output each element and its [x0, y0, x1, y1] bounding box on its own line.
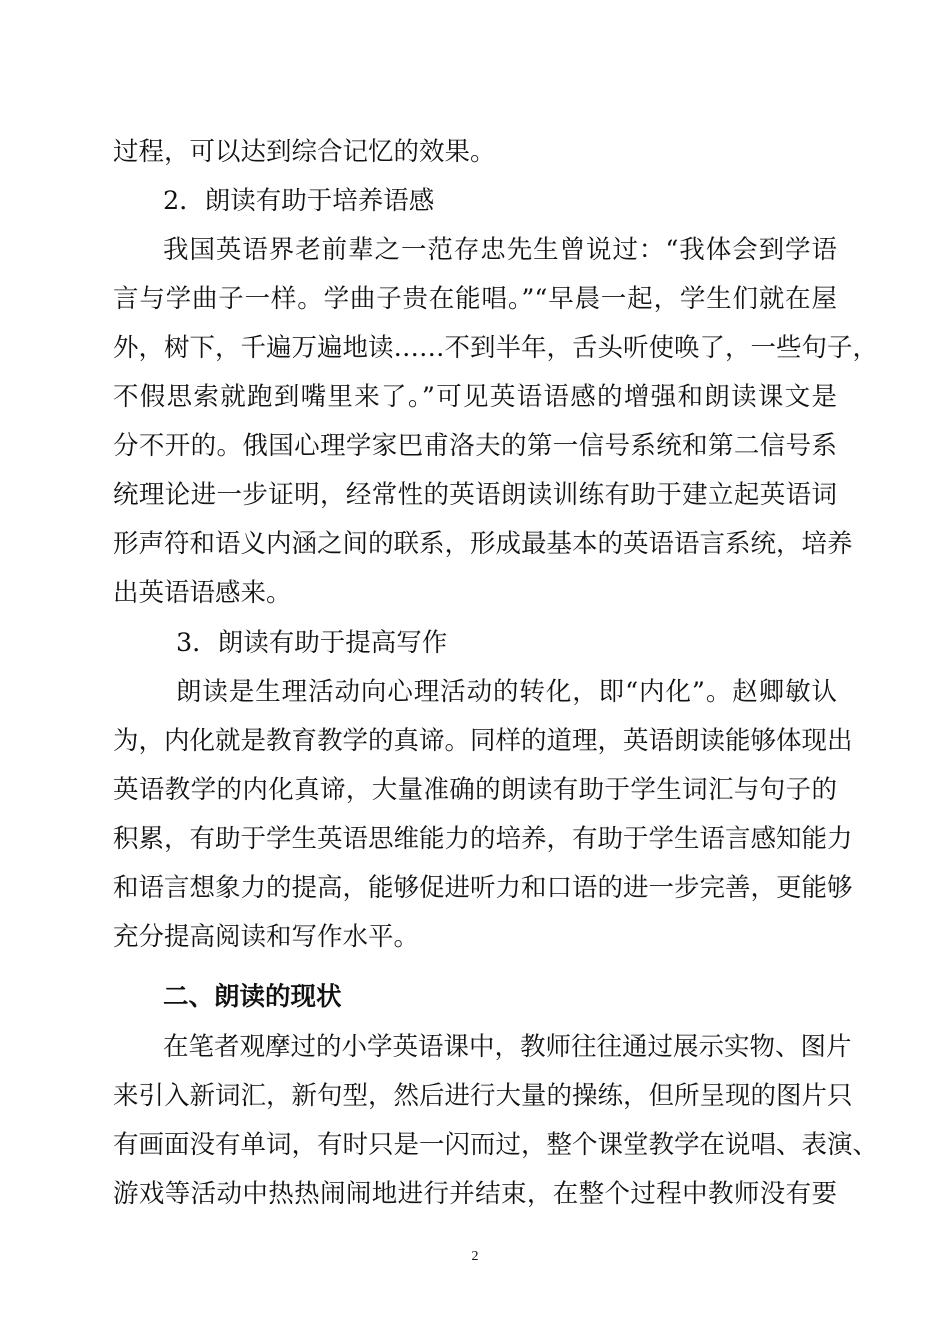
- paragraph-line: 不假思索就跑到嘴里来了。”可见英语语感的增强和朗读课文是: [113, 382, 837, 412]
- paragraph-line: 和语言想象力的提高，能够促进听力和口语的进一步完善，更能够: [113, 873, 853, 903]
- paragraph-line: 来引入新词汇，新句型，然后进行大量的操练，但所呈现的图片只: [113, 1081, 853, 1111]
- chapter-heading: 二、朗读的现状: [163, 982, 342, 1012]
- section-heading: 2．朗读有助于培养语感: [163, 186, 435, 216]
- paragraph-line: 朗读是生理活动向心理活动的转化，即“内化”。赵卿敏认: [176, 677, 837, 707]
- paragraph-line: 外，树下，千遍万遍地读……不到半年，舌头听使唤了，一些句子，: [113, 333, 879, 363]
- section-heading: 3．朗读有助于提高写作: [176, 628, 448, 658]
- paragraph-line: 我国英语界老前辈之一范存忠先生曾说过：“我体会到学语: [163, 235, 837, 265]
- paragraph-line: 形声符和语义内涵之间的联系，形成最基本的英语语言系统，培养: [113, 529, 853, 559]
- paragraph-line: 统理论进一步证明，经常性的英语朗读训练有助于建立起英语词: [113, 480, 837, 510]
- paragraph-line: 积累，有助于学生英语思维能力的培养，有助于学生语言感知能力: [113, 824, 853, 854]
- paragraph-line: 言与学曲子一样。学曲子贵在能唱。”“早晨一起，学生们就在屋: [113, 284, 837, 314]
- paragraph-line: 出英语语感来。: [113, 578, 292, 608]
- paragraph-line: 过程，可以达到综合记忆的效果。: [113, 137, 496, 167]
- paragraph-line: 为，内化就是教育教学的真谛。同样的道理，英语朗读能够体现出: [113, 726, 853, 756]
- paragraph-line: 分不开的。俄国心理学家巴甫洛夫的第一信号系统和第二信号系: [113, 431, 837, 461]
- page-number: 2: [471, 1249, 479, 1264]
- paragraph-line: 充分提高阅读和写作水平。: [113, 922, 420, 952]
- paragraph-line: 在笔者观摩过的小学英语课中，教师往往通过展示实物、图片: [163, 1032, 852, 1062]
- paragraph-line: 游戏等活动中热热闹闹地进行并结束，在整个过程中教师没有要: [113, 1179, 837, 1209]
- paragraph-line: 有画面没有单词，有时只是一闪而过，整个课堂教学在说唱、表演、: [113, 1130, 879, 1160]
- paragraph-line: 英语教学的内化真谛，大量准确的朗读有助于学生词汇与句子的: [113, 775, 837, 805]
